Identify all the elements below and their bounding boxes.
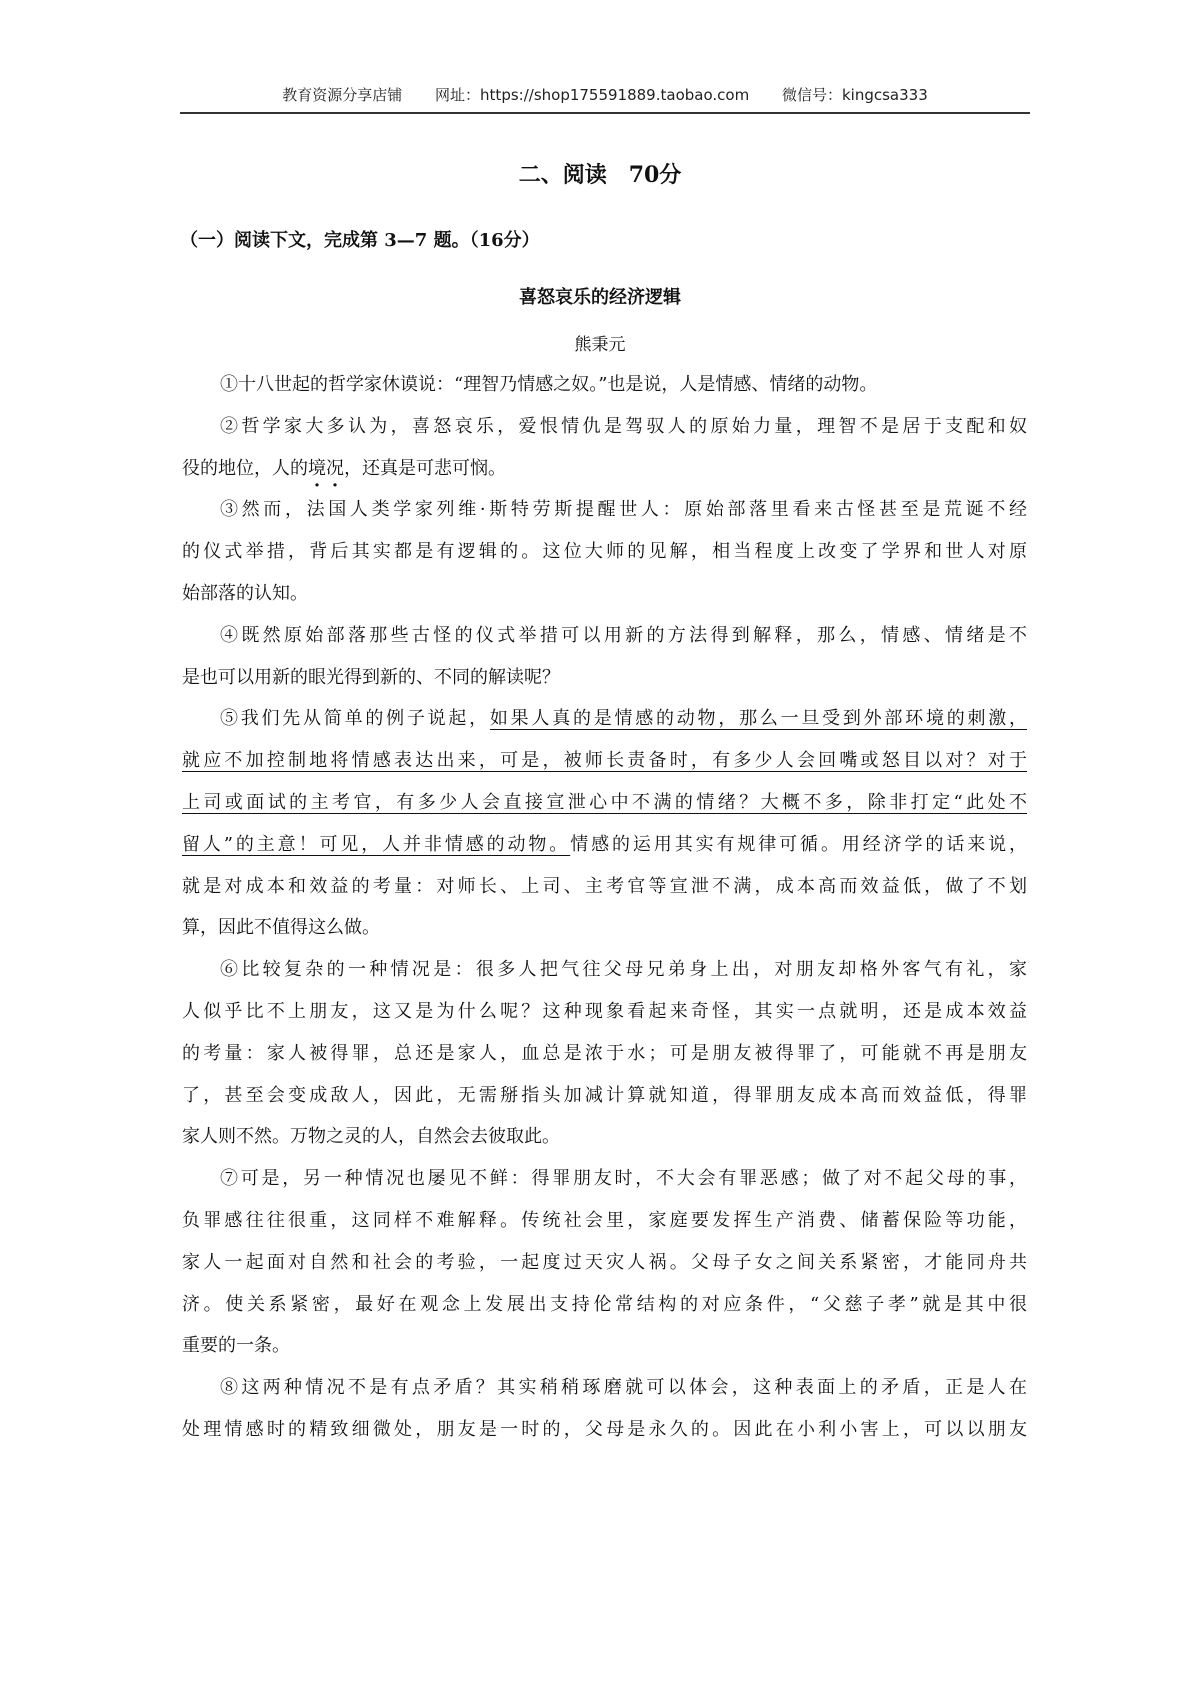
header-shop-name: 教育资源分享店铺 bbox=[282, 86, 403, 104]
text-line bbox=[182, 1158, 1027, 1200]
text-line bbox=[182, 1284, 1027, 1326]
text-segment: 的仪式举措，背后其实都是有逻辑的。这位大师的见解，相当程度上改变了学界和世人对原 bbox=[182, 541, 1027, 563]
page-header bbox=[180, 84, 1030, 114]
header-wechat: 微信号：kingcsa333 bbox=[781, 86, 928, 104]
text-line bbox=[182, 573, 1027, 615]
text-line bbox=[182, 406, 1027, 448]
text-line bbox=[182, 489, 1027, 531]
text-segment: 家人一起面对自然和社会的考验，一起度过天灾人祸。父母子女之间关系紧密，才能同舟共 bbox=[182, 1251, 1027, 1273]
text-line bbox=[182, 1325, 1027, 1367]
text-line bbox=[182, 1367, 1027, 1409]
text-line bbox=[182, 1200, 1027, 1242]
text-segment: ②哲学家大多认为，喜怒哀乐，爱恨情仇是驾驭人的原始力量，理智不是居于支配和奴 bbox=[220, 415, 1027, 437]
article-author: 熊秉元 bbox=[574, 335, 626, 355]
text-line bbox=[182, 991, 1027, 1033]
text-segment: ⑧这两种情况不是有点矛盾？其实稍稍琢磨就可以体会，这种表面上的矛盾，正是人在 bbox=[220, 1377, 1027, 1399]
text-segment: 济。使关系紧密，最好在观念上发展出支持伦常结构的对应条件，“父慈子孝”就是其中很 bbox=[182, 1293, 1027, 1315]
emphasis-char: 况 bbox=[326, 457, 344, 479]
text-segment: 役的地位，人的 bbox=[182, 457, 308, 479]
text-segment: 重要的一条。 bbox=[182, 1335, 290, 1357]
emphasis-char: 境 bbox=[308, 457, 326, 479]
text-line bbox=[182, 698, 1027, 740]
text-segment: 负罪感往往很重，这同样不难解释。传统社会里，家庭要发挥生产消费、储蓄保险等功能， bbox=[182, 1209, 1027, 1231]
text-line bbox=[182, 1116, 1027, 1158]
section-title: 二、阅读 70分 bbox=[518, 162, 682, 188]
question-heading: （一）阅读下文，完成第 3—7 题。（16分） bbox=[180, 230, 540, 251]
text-segment: ⑥比较复杂的一种情况是：很多人把气往父母兄弟身上出，对朋友却格外客气有礼，家 bbox=[220, 959, 1027, 981]
text-segment: 了，甚至会变成敌人，因此，无需掰指头加减计算就知道，得罪朋友成本高而效益低，得罪 bbox=[182, 1084, 1027, 1106]
text-line bbox=[182, 364, 1027, 406]
text-segment: 始部落的认知。 bbox=[182, 582, 308, 604]
header-url: 网址：https://shop175591889.taobao.com bbox=[435, 86, 750, 104]
text-line bbox=[182, 1242, 1027, 1284]
text-segment: 算，因此不值得这么做。 bbox=[182, 917, 380, 939]
underlined-text: 上司或面试的主考官，有多少人会直接宣泄心中不满的情绪？大概不多，除非打定“此处不 bbox=[182, 791, 1027, 813]
text-segment: 是也可以用新的眼光得到新的、不同的解读呢？ bbox=[182, 666, 560, 688]
text-line bbox=[182, 448, 1027, 490]
text-segment: ④既然原始部落那些古怪的仪式举措可以用新的方法得到解释，那么，情感、情绪是不 bbox=[220, 624, 1027, 646]
text-line bbox=[182, 907, 1027, 949]
text-line bbox=[182, 740, 1027, 782]
text-line bbox=[182, 1409, 1027, 1451]
underlined-text: 如果人真的是情感的动物，那么一旦受到外部环境的刺激， bbox=[489, 708, 1027, 730]
text-line bbox=[182, 782, 1027, 824]
text-line bbox=[182, 866, 1027, 908]
text-segment: 家人则不然。万物之灵的人，自然会去彼取此。 bbox=[182, 1126, 560, 1148]
text-segment: ⑦可是，另一种情况也屡见不鲜：得罪朋友时，不大会有罪恶感；做了对不起父母的事， bbox=[220, 1168, 1027, 1190]
text-line bbox=[182, 824, 1027, 866]
text-line bbox=[182, 657, 1027, 699]
text-line bbox=[182, 1075, 1027, 1117]
underlined-text: 留人”的主意！可见，人并非情感的动物。 bbox=[182, 833, 571, 855]
text-line bbox=[182, 1033, 1027, 1075]
text-segment: 的考量：家人被得罪，总还是家人，血总是浓于水；可是朋友被得罪了，可能就不再是朋友 bbox=[182, 1042, 1027, 1064]
text-segment: ①十八世起的哲学家休谟说：“理智乃情感之奴。”也是说，人是情感、情绪的动物。 bbox=[220, 374, 878, 395]
article-title: 喜怒哀乐的经济逻辑 bbox=[519, 287, 681, 308]
text-line bbox=[182, 949, 1027, 991]
text-segment: 处理情感时的精致细微处，朋友是一时的，父母是永久的。因此在小利小害上，可以以朋友 bbox=[182, 1418, 1027, 1440]
text-segment: 人似乎比不上朋友，这又是为什么呢？这种现象看起来奇怪，其实一点就明，还是成本效益 bbox=[182, 1000, 1027, 1022]
text-line bbox=[182, 615, 1027, 657]
text-segment: ，还真是可悲可悯。 bbox=[344, 457, 506, 479]
text-segment: ③然而，法国人类学家列维·斯特劳斯提醒世人：原始部落里看来古怪甚至是荒诞不经 bbox=[220, 499, 1027, 521]
underlined-text: 就应不加控制地将情感表达出来，可是，被师长责备时，有多少人会回嘴或怒目以对？对于 bbox=[182, 750, 1027, 772]
article-body bbox=[182, 364, 1027, 1451]
text-segment: 就是对成本和效益的考量：对师长、上司、主考官等宣泄不满，成本高而效益低，做了不划 bbox=[182, 875, 1027, 897]
text-segment: ⑤我们先从简单的例子说起， bbox=[220, 708, 490, 730]
text-segment: 情感的运用其实有规律可循。用经济学的话来说， bbox=[570, 833, 1028, 855]
text-line bbox=[182, 531, 1027, 573]
